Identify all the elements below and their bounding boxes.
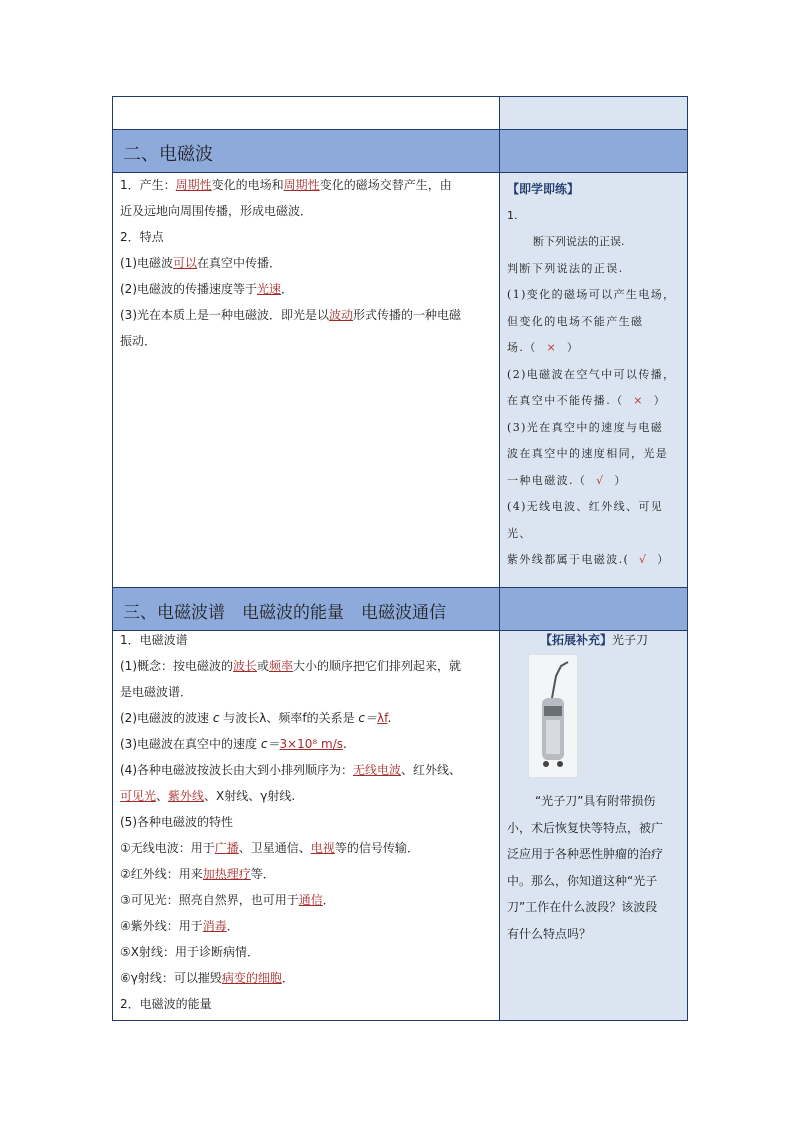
answer-mark: × xyxy=(546,341,558,354)
text-line: ①无线电波：用于广播、卫星通信、电视等的信号传输． xyxy=(120,841,419,855)
column-divider xyxy=(499,97,500,1020)
text-line: 1．电磁波谱 xyxy=(120,633,188,647)
text-line: 近及远地向周围传播，形成电磁波． xyxy=(120,204,313,218)
text-line: (1)电磁波可以在真空中传播． xyxy=(120,256,282,270)
text-line: (2)电磁波在空气中可以传播， xyxy=(507,367,676,381)
text-line: 波在真空中的速度相同，光是 xyxy=(507,447,669,460)
practice-heading: 【即学即练】 xyxy=(507,182,580,196)
text-line: 断下列说法的正误. xyxy=(533,235,625,248)
section3-header-band xyxy=(113,588,687,630)
answer-mark: √ xyxy=(638,553,648,566)
text-line: (4)无线电波、红外线、可见光、 xyxy=(507,500,664,540)
text-line: 一种电磁波.（ √ ） xyxy=(507,473,627,487)
text-line: 2．电磁波的能量 xyxy=(120,997,212,1011)
text-line: 中。那么，你知道这种“光子 xyxy=(507,873,658,888)
section2-title: 二、电磁波 xyxy=(123,144,213,165)
text-line: ⑤X射线：用于诊断病情． xyxy=(120,945,259,959)
text-line: 在真空中不能传播.（ × ） xyxy=(507,394,667,407)
answer-mark: √ xyxy=(596,473,605,487)
text-line: 可见光、紫外线、X射线、γ射线. xyxy=(120,789,296,803)
band-divider xyxy=(499,588,500,630)
text-line: 有什么特点吗？ xyxy=(507,926,592,941)
text-line: ③可见光：照亮自然界，也可用于通信． xyxy=(120,893,335,907)
text-line: 2．特点 xyxy=(120,230,164,244)
text-line: (3)电磁波在真空中的速度 c＝3×10⁸ m/s. xyxy=(120,737,347,751)
photon-knife-device-image xyxy=(528,654,578,778)
text-line: 小，术后恢复快等特点，被广 xyxy=(507,820,664,835)
extension-heading: 【拓展补充】光子刀 xyxy=(539,633,649,647)
text-line: 判断下列说法的正误. xyxy=(507,261,624,275)
extension-text xyxy=(507,788,683,947)
text-line: (1)概念：按电磁波的波长或频率大小的顺序把它们排列起来，就 xyxy=(120,659,462,673)
section2-header-band xyxy=(113,130,687,172)
text-line: 但变化的电场不能产生磁 xyxy=(507,314,644,328)
text-line: (2)电磁波的传播速度等于光速． xyxy=(120,282,294,296)
text-line: ⑥γ射线：可以摧毁病变的细胞． xyxy=(120,971,294,985)
section3-content xyxy=(120,627,492,1017)
band-divider xyxy=(499,130,500,172)
text-line: 紫外线都属于电磁波.( √ ） xyxy=(507,553,670,566)
text-line: “光子刀”具有附带损伤 xyxy=(535,794,656,808)
practice-box xyxy=(507,176,683,574)
text-line: (2)电磁波的波速 c 与波长λ、频率f的关系是 c＝λf. xyxy=(120,711,392,725)
text-line: 1．产生：周期性变化的电场和周期性变化的磁场交替产生，由 xyxy=(120,178,452,192)
text-line: (1)变化的磁场可以产生电场， xyxy=(507,288,676,301)
text-line: (3)光在本质上是一种电磁波．即光是以波动形式传播的一种电磁 xyxy=(120,308,462,322)
answer-mark: × xyxy=(633,394,644,407)
text-line: (5)各种电磁波的特性 xyxy=(120,815,233,829)
text-line: (3)光在真空中的速度与电磁 xyxy=(507,420,664,434)
text-line: 是电磁波谱． xyxy=(120,685,193,699)
text-line: (4)各种电磁波按波长由大到小排列顺序为：无线电波、红外线、 xyxy=(120,763,462,777)
text-line: ②红外线：用来加热理疗等． xyxy=(120,867,275,881)
question-number: 1. xyxy=(507,208,518,222)
text-line: 泛应用于各种恶性肿瘤的治疗 xyxy=(507,847,664,861)
section3-title: 三、电磁波谱 电磁波的能量 电磁波通信 xyxy=(123,603,446,623)
text-line: 振动． xyxy=(120,334,157,348)
text-line: ④紫外线：用于消毒． xyxy=(120,919,239,933)
text-line: 场.（ × ） xyxy=(507,341,580,354)
section2-content xyxy=(120,172,492,354)
text-line: 刀”工作在什么波段？该波段 xyxy=(507,900,658,914)
